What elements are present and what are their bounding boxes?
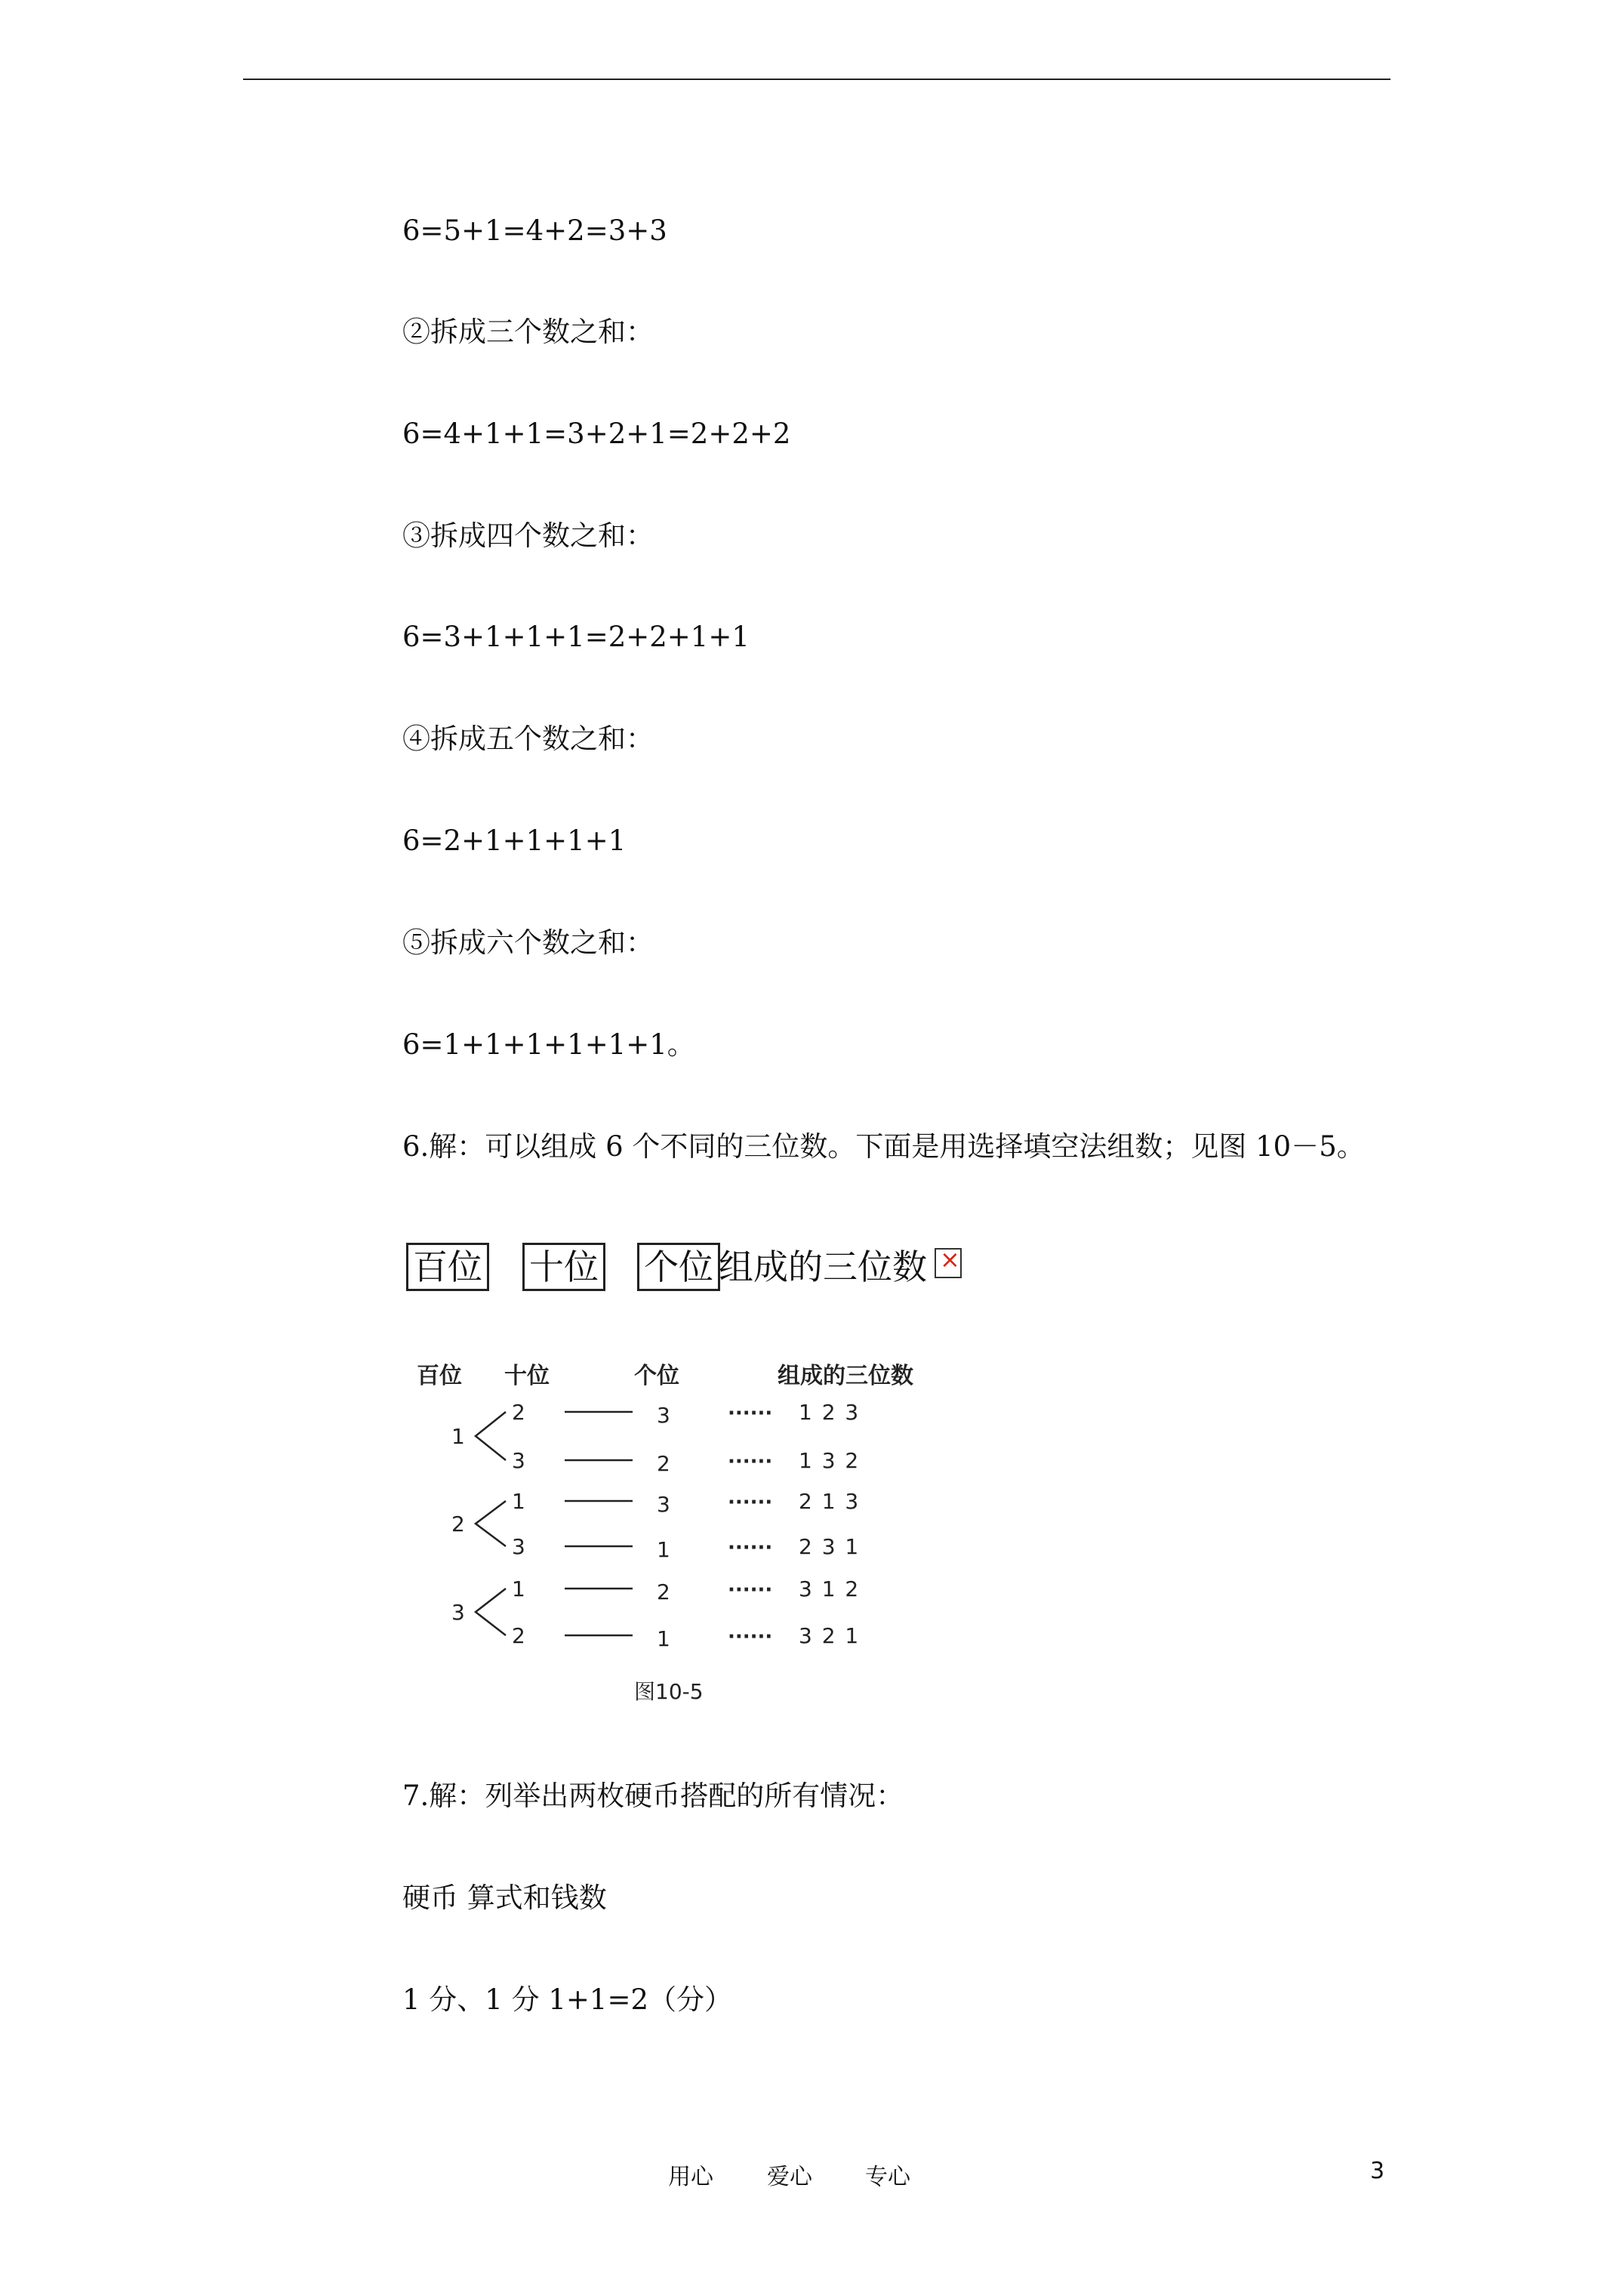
- hundreds-box: 百位: [406, 1243, 489, 1291]
- tens-digit: 3: [512, 1534, 525, 1559]
- result-number: 1 2 3: [799, 1400, 861, 1425]
- hundreds-digit: 1: [451, 1424, 465, 1449]
- tens-digit: 3: [512, 1448, 525, 1473]
- branch-bracket: [476, 1412, 506, 1460]
- number-label: 组成的三位数: [719, 1247, 927, 1287]
- ones-digit: 1: [657, 1537, 670, 1562]
- branch-bracket: [476, 1501, 506, 1546]
- tens-digit: 1: [512, 1489, 525, 1514]
- tens-digit: 2: [512, 1623, 525, 1648]
- tree-diagram-svg: [400, 1351, 989, 1714]
- figure-10-5: [400, 1351, 989, 1714]
- step-heading: ③拆成四个数之和：: [402, 519, 654, 552]
- dots-leader: ······: [728, 1491, 773, 1514]
- result-number: 3 1 2: [799, 1576, 861, 1601]
- result-number: 1 3 2: [799, 1448, 861, 1473]
- step-heading: ⑤拆成六个数之和：: [402, 926, 654, 959]
- table-header-text: 硬币 算式和钱数: [402, 1881, 607, 1914]
- equation-line: 6=1+1+1+1+1+1。: [402, 1028, 695, 1061]
- ones-digit: 3: [657, 1492, 670, 1517]
- ones-digit: 3: [657, 1403, 670, 1428]
- tens-digit: 1: [512, 1576, 525, 1601]
- footer-motto-1: 用心: [668, 2164, 713, 2190]
- tens-digit: 2: [512, 1400, 525, 1425]
- equation-line: 6=4+1+1=3+2+1=2+2+2: [402, 418, 791, 450]
- equation-line: 6=5+1=4+2=3+3: [402, 214, 667, 247]
- column-header: 百位: [417, 1363, 462, 1389]
- figure-caption: 图10-5: [634, 1679, 704, 1704]
- ones-digit: 1: [657, 1626, 670, 1651]
- footer-motto-3: 专心: [865, 2164, 910, 2190]
- dots-leader: ······: [728, 1536, 773, 1559]
- ones-digit: 2: [657, 1579, 670, 1604]
- solution-6-text: 6.解：可以组成 6 个不同的三位数。下面是用选择填空法组数；见图 10－5。: [402, 1130, 1365, 1163]
- equation-line: 6=3+1+1+1=2+2+1+1: [402, 621, 750, 653]
- dots-leader: ······: [728, 1626, 773, 1648]
- hundreds-digit: 3: [451, 1600, 465, 1625]
- solution-7-text: 7.解：列举出两枚硬币搭配的所有情况：: [402, 1780, 904, 1812]
- column-header: 十位: [504, 1363, 550, 1389]
- dots-leader: ······: [728, 1402, 773, 1425]
- page-number: 3: [1370, 2158, 1385, 2184]
- result-number: 3 2 1: [799, 1623, 861, 1648]
- result-number: 2 3 1: [799, 1534, 861, 1559]
- step-heading: ④拆成五个数之和：: [402, 723, 654, 755]
- equation-line: 6=2+1+1+1+1: [402, 824, 627, 857]
- broken-image-icon: [935, 1248, 962, 1278]
- column-header: 个位: [634, 1363, 679, 1389]
- tens-box: 十位: [522, 1243, 605, 1291]
- coin-case-line: 1 分、1 分 1+1=2（分）: [402, 1983, 732, 2016]
- footer-motto-2: 爱心: [767, 2164, 812, 2190]
- column-header: 组成的三位数: [778, 1363, 913, 1389]
- step-heading: ②拆成三个数之和：: [402, 316, 654, 348]
- dots-leader: ······: [728, 1450, 773, 1473]
- result-number: 2 1 3: [799, 1489, 861, 1514]
- header-rule: [243, 79, 1390, 80]
- dots-leader: ······: [728, 1579, 773, 1601]
- hundreds-digit: 2: [451, 1512, 465, 1536]
- ones-box: 个位: [637, 1243, 720, 1291]
- branch-bracket: [476, 1589, 506, 1635]
- ones-digit: 2: [657, 1451, 670, 1476]
